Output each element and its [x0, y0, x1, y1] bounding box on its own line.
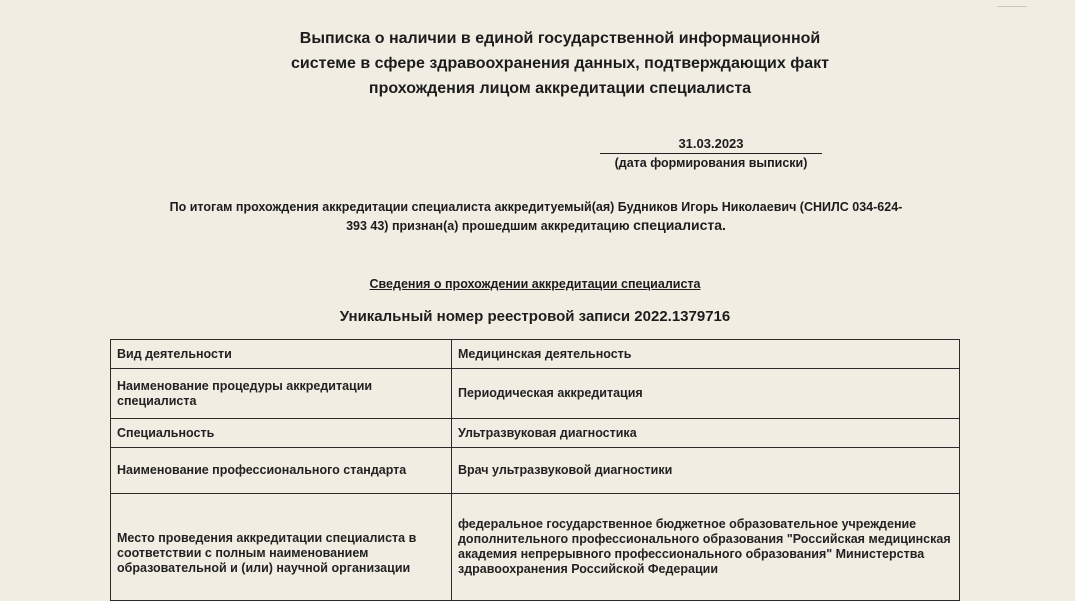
row-value: федеральное государственное бюджетное образовательное учреждение дополнительного профессионального образования "Российская медицинская академия непрерывного профессионального образования" Министерства здравоохранения Российской Федерации [452, 494, 960, 601]
page-edge-mark [997, 0, 1027, 7]
row-label: Место проведения аккредитации специалиста в соответствии с полным наименованием образовательной и (или) научной организации [111, 494, 452, 601]
row-label: Специальность [111, 419, 452, 448]
row-label: Вид деятельности [111, 340, 452, 369]
table-row [111, 419, 960, 448]
row-label: Наименование процедуры аккредитации специалиста [111, 369, 452, 419]
intro-line-1: По итогам прохождения аккредитации специалиста аккредитуемый(ая) Будников Игорь Николаевич (СНИЛС 034-624- [169, 200, 903, 214]
row-value: Ультразвуковая диагностика [452, 419, 960, 448]
intro-paragraph [116, 198, 956, 235]
document-title [180, 26, 940, 101]
section-heading: Сведения о прохождении аккредитации специалиста [369, 277, 701, 291]
date-block [600, 136, 822, 171]
title-line-1: Выписка о наличии в единой государственной информационной [299, 30, 821, 47]
intro-line-2 [116, 216, 956, 235]
title-line-2: системе в сфере здравоохранения данных, подтверждающих факт [291, 55, 829, 72]
table-row [111, 494, 960, 601]
table-row [111, 448, 960, 494]
table-row [111, 340, 960, 369]
intro-line-2-end: специалиста. [633, 217, 726, 233]
row-value: Медицинская деятельность [452, 340, 960, 369]
date-value: 31.03.2023 [600, 136, 822, 154]
row-value: Периодическая аккредитация [452, 369, 960, 419]
table-row [111, 369, 960, 419]
intro-line-2-start: 393 43) признан(а) прошедшим аккредитацию [346, 219, 630, 233]
registry-number: Уникальный номер реестровой записи 2022.1379716 [339, 308, 731, 325]
title-line-3: прохождения лицом аккредитации специалиста [368, 80, 752, 97]
row-value: Врач ультразвуковой диагностики [452, 448, 960, 494]
accreditation-table [110, 339, 960, 601]
row-label: Наименование профессионального стандарта [111, 448, 452, 494]
date-caption: (дата формирования выписки) [614, 156, 808, 170]
